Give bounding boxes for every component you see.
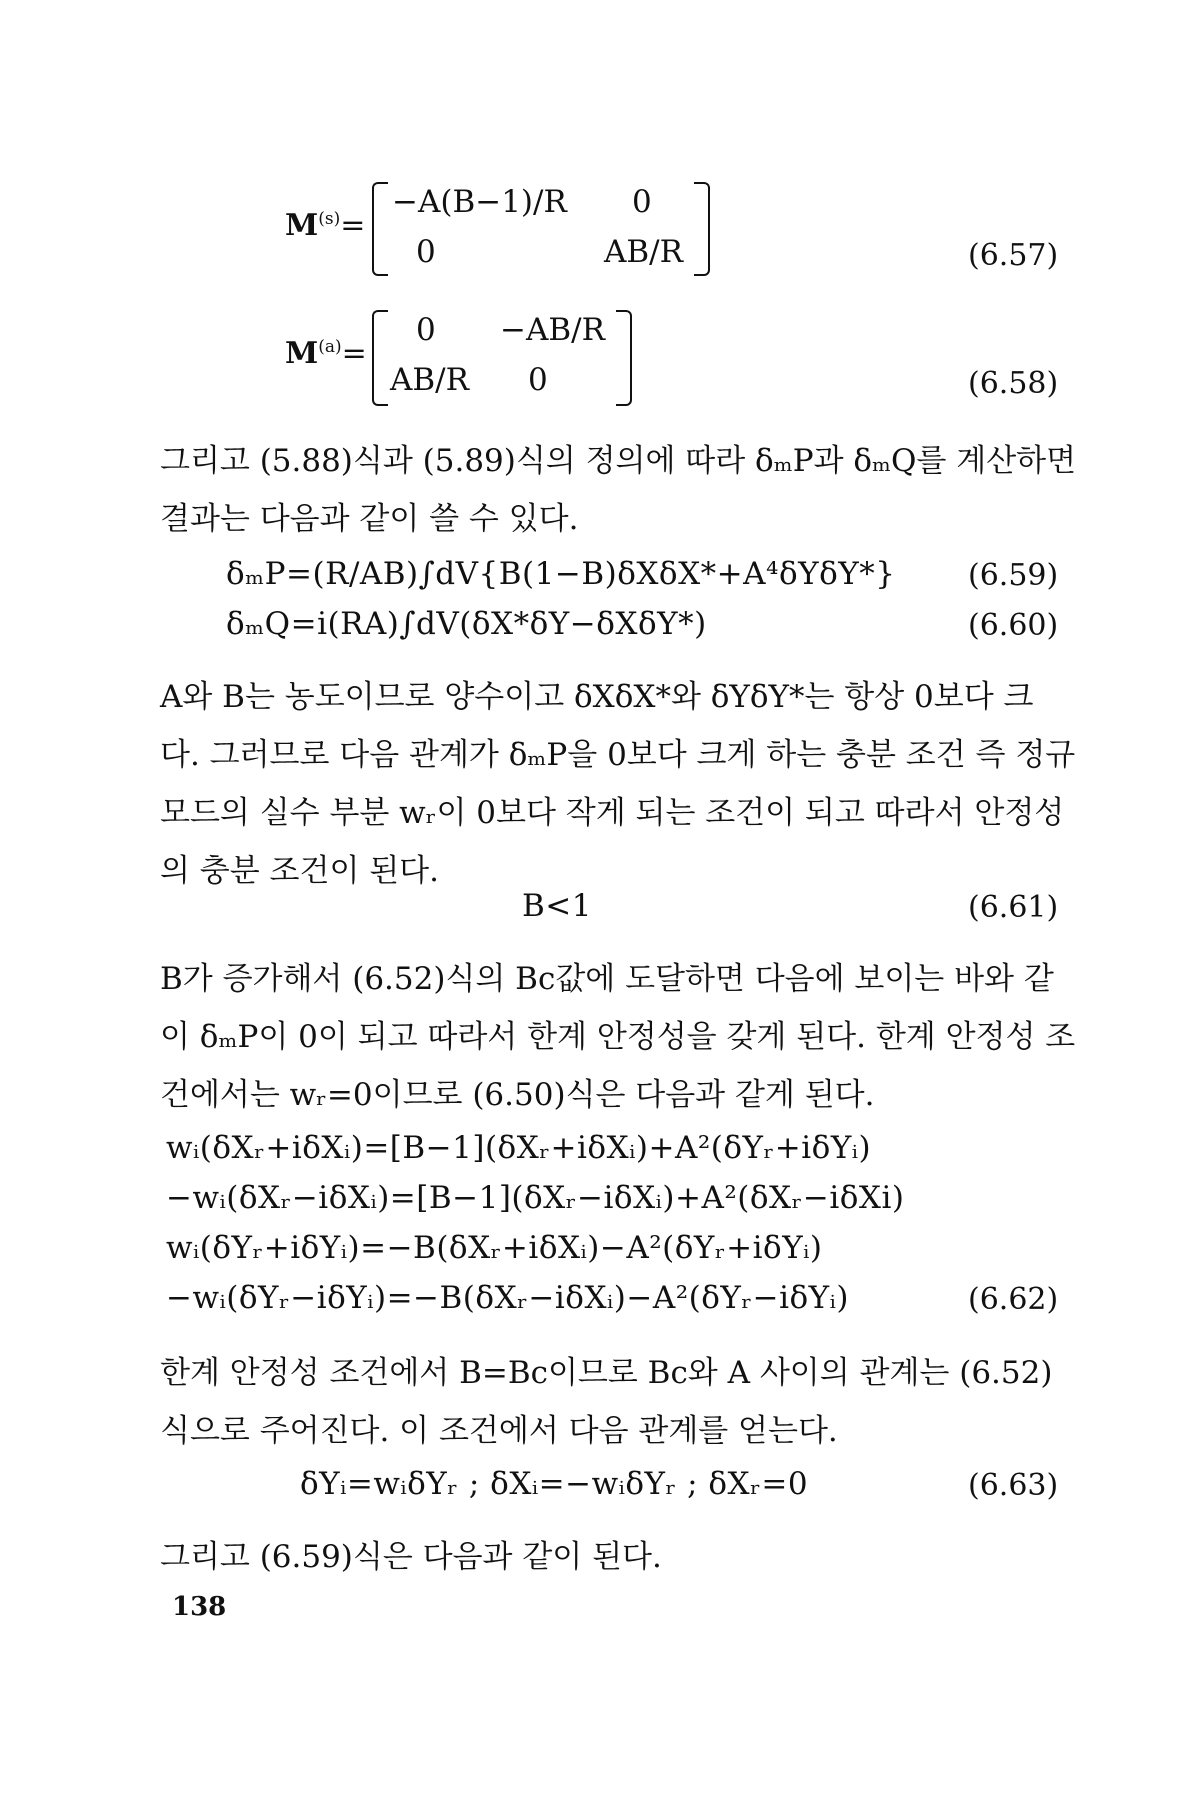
matrix-cell: AB/R	[390, 362, 469, 398]
text-line: 한계 안정성 조건에서 B=Bc이므로 Bc와 A 사이의 관계는 (6.52)	[160, 1355, 1053, 1391]
equation-line: −wᵢ(δXᵣ−iδXᵢ)=[B−1](δXᵣ−iδXᵢ)+A²(δXᵣ−iδXi)	[166, 1180, 905, 1216]
equation-line: wᵢ(δXᵣ+iδXᵢ)=[B−1](δXᵣ+iδXᵢ)+A²(δYᵣ+iδYᵢ)	[166, 1130, 872, 1166]
paragraph-4	[160, 1344, 1053, 1460]
text-line: 모드의 실수 부분 wᵣ이 0보다 작게 되는 조건이 되고 따라서 안정성	[160, 795, 1065, 831]
equation-6-59: δₘP=(R/AB)∫dV{B(1−B)δXδX*+A⁴δYδY*}	[226, 556, 896, 592]
text-line: 다. 그러므로 다음 관계가 δₘP을 0보다 크게 하는 충분 조건 즉 정규	[160, 737, 1076, 773]
paragraph-5	[160, 1528, 1050, 1586]
right-bracket	[616, 310, 632, 406]
left-bracket	[372, 182, 388, 276]
text-line: 이 δₘP이 0이 되고 따라서 한계 안정성을 갖게 된다. 한계 안정성 조	[160, 1019, 1076, 1055]
paragraph-3	[160, 950, 1076, 1124]
equation-6-63: δYᵢ=wᵢδYᵣ ; δXᵢ=−wᵢδYᵣ ; δXᵣ=0	[300, 1466, 809, 1502]
matrix-cell: −AB/R	[500, 312, 605, 348]
text-line: 의 충분 조건이 된다.	[160, 853, 439, 889]
equation-number: (6.58)	[968, 366, 1059, 401]
matrix-cell: 0	[528, 362, 548, 398]
right-bracket	[694, 182, 710, 276]
equation-number: (6.59)	[968, 558, 1059, 593]
matrix-cell: AB/R	[604, 234, 683, 270]
equation-line: −wᵢ(δYᵣ−iδYᵢ)=−B(δXᵣ−iδXᵢ)−A²(δYᵣ−iδYᵢ)	[166, 1280, 849, 1316]
equation-6-61: B<1	[522, 888, 592, 924]
matrix-cell: 0	[416, 312, 436, 348]
text-line: 결과는 다음과 같이 쓸 수 있다.	[160, 501, 579, 537]
paragraph-2	[160, 668, 1076, 900]
text-line: B가 증가해서 (6.52)식의 Bc값에 도달하면 다음에 보이는 바와 같	[160, 961, 1054, 997]
equation-6-60: δₘQ=i(RA)∫dV(δX*δY−δXδY*)	[226, 606, 707, 642]
equation-number: (6.62)	[968, 1282, 1059, 1317]
left-bracket	[372, 310, 388, 406]
equation-number: (6.60)	[968, 608, 1059, 643]
matrix-cell: −A(B−1)/R	[392, 184, 567, 220]
text-line: 식으로 주어진다. 이 조건에서 다음 관계를 얻는다.	[160, 1413, 838, 1449]
equation-line: wᵢ(δYᵣ+iδYᵢ)=−B(δXᵣ+iδXᵢ)−A²(δYᵣ+iδYᵢ)	[166, 1230, 823, 1266]
paragraph-1	[160, 432, 1077, 548]
equation-number: (6.57)	[968, 238, 1059, 273]
equation-number: (6.63)	[968, 1468, 1059, 1503]
matrix-label-a: $M^{(a)}=$	[285, 336, 367, 371]
text-line: 그리고 (6.59)식은 다음과 같이 된다.	[160, 1539, 662, 1575]
matrix-cell: 0	[632, 184, 652, 220]
text-line: 그리고 (5.88)식과 (5.89)식의 정의에 따라 δₘP과 δₘQ를 계산하면	[160, 443, 1077, 479]
text-line: 건에서는 wᵣ=0이므로 (6.50)식은 다음과 같게 된다.	[160, 1077, 875, 1113]
text-line: A와 B는 농도이므로 양수이고 δXδX*와 δYδY*는 항상 0보다 크	[160, 679, 1034, 715]
equation-number: (6.61)	[968, 890, 1059, 925]
matrix-label-s: $M^{(s)}=$	[285, 208, 366, 243]
page-number: 138	[172, 1592, 227, 1622]
matrix-cell: 0	[416, 234, 436, 270]
